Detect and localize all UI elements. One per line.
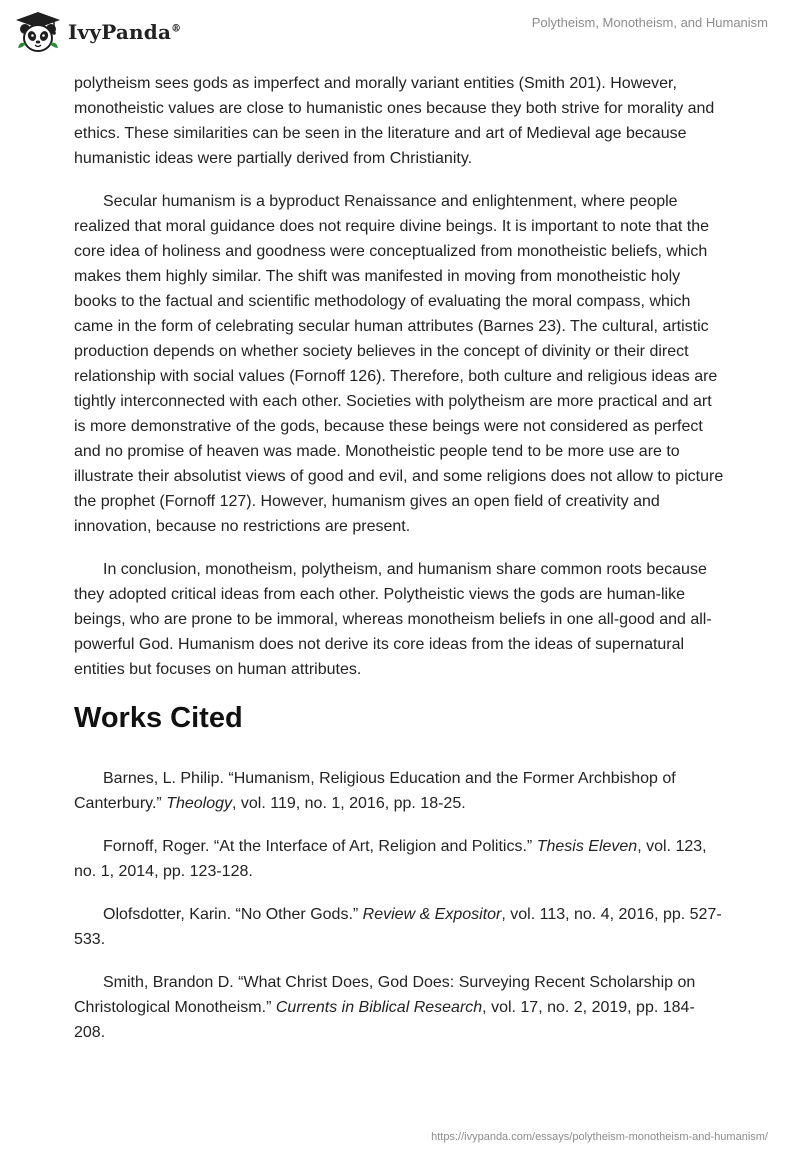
page-header bbox=[0, 0, 800, 60]
essay-content bbox=[74, 71, 724, 1063]
paragraph-3: In conclusion, monotheism, polytheism, and humanism share common roots because they adopted critical ideas from each other. Polytheistic views the gods are human-like beings, who are prone to be immoral, whereas monotheism beliefs in one all-good and all-powerful God. Humanism does not derive its core ideas from the ideas of supernatural entities but focuses on human attributes. bbox=[74, 561, 712, 678]
brand-logo[interactable] bbox=[14, 10, 181, 54]
citation-entry: Barnes, L. Philip. “Humanism, Religious Education and the Former Archbishop of Canterbury.” Theology, vol. 119, no. 1, 2016, pp. 18-25. bbox=[74, 770, 676, 812]
brand-name: IvyPanda® bbox=[68, 20, 182, 44]
works-cited-heading: Works Cited bbox=[74, 702, 243, 734]
paragraph-2: Secular humanism is a byproduct Renaissance and enlightenment, where people realized that moral guidance does not require divine beings. It is important to note that the core idea of holiness and goodness were conceptualized from monotheistic beliefs, which makes them highly similar. The shift was manifested in moving from monotheistic holy books to the factual and scientific methodology of evaluating the moral compass, which came in the form of celebrating secular human attributes (Barnes 23). The cultural, artistic production depends on whether society believes in the concept of divinity or their direct relationship with social values (Fornoff 126). Therefore, both culture and religious ideas are tightly interconnected with each other. Societies with polytheism are more practical and art is more demonstrative of the gods, because these beings were not considered as perfect and no promise of heaven was made. Monotheistic people tend to be more use are to illustrate their absolutist views of good and evil, and some religions does not allow to picture the prophet (Fornoff 127). However, humanism gives an open field of creativity and innovation, because no restrictions are present. bbox=[74, 193, 724, 535]
citation-entry: Fornoff, Roger. “At the Interface of Art, Religion and Politics.” Thesis Eleven, vol. 123, no. 1, 2014, pp. 123-128. bbox=[74, 838, 707, 880]
citation-entry: Olofsdotter, Karin. “No Other Gods.” Review & Expositor, vol. 113, no. 4, 2016, pp. 527-533. bbox=[74, 906, 722, 948]
panda-graduate-icon bbox=[14, 10, 62, 54]
source-url-link[interactable]: https://ivypanda.com/essays/polytheism-monotheism-and-humanism/ bbox=[431, 1131, 768, 1143]
paragraph-1: polytheism sees gods as imperfect and morally variant entities (Smith 201). However, monotheistic values are close to humanistic ones because they both strive for morality and ethics. These similarities can be seen in the literature and art of Medieval age because humanistic ideas were partially derived from Christianity. bbox=[74, 75, 715, 167]
running-title: Polytheism, Monotheism, and Humanism bbox=[531, 15, 768, 30]
citation-entry: Smith, Brandon D. “What Christ Does, God Does: Surveying Recent Scholarship on Christological Monotheism.” Currents in Biblical Research, vol. 17, no. 2, 2019, pp. 184-208. bbox=[74, 974, 696, 1041]
